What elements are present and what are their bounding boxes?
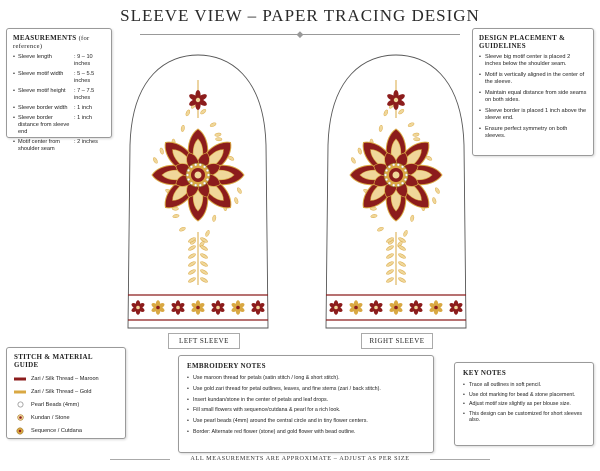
pearl-bead-icon [207, 174, 209, 176]
guideline-text: Sleeve border is placed 1 inch above the sleeve end. [485, 108, 587, 121]
guideline-text: Motif is vertically aligned in the center of the sleeve. [485, 72, 585, 85]
legend-item [14, 414, 118, 421]
pearl-bead-icon [388, 182, 390, 184]
measurement-item: • Motif center from shoulder seam : 2 inches [13, 139, 105, 153]
border-flower-center [354, 306, 358, 310]
pearl-bead-icon [187, 178, 189, 180]
note-item: • Fill small flowers with sequence/cutdana & pearl for a rich look. [187, 407, 341, 414]
pearl-bead-icon [194, 184, 196, 186]
note-text: Fill small flowers with sequence/cutdana & pearl for a rich look. [193, 407, 341, 414]
border-flower-center [434, 306, 438, 310]
note-item: • Use pearl beads (4mm) around the central circle and in tiny flower centers. [187, 418, 368, 425]
note-text: Insert kundan/stone in the center of petals and leaf drops. [193, 396, 329, 403]
key-note-text: Trace all outlines in soft pencil. [469, 382, 542, 388]
small-flower-center [394, 98, 398, 102]
measurement-label: Sleeve motif height [18, 88, 66, 94]
pearl-bead-icon [199, 164, 201, 166]
guideline-item: • Motif is vertically aligned in the center of the sleeve. [479, 72, 587, 86]
pearl-bead-icon [190, 166, 192, 168]
pearl-bead-icon [203, 166, 205, 168]
main-flower-motif [152, 129, 244, 221]
border-flower-center [236, 306, 240, 310]
measurement-item: • Sleeve border distance from sleeve end : 1 inch [13, 115, 105, 136]
title-ornament-icon: ◆ [296, 30, 304, 40]
main-flower-motif [350, 129, 442, 221]
measurements-heading-note: (for reference) [13, 35, 90, 50]
pearl-bead-icon [206, 169, 208, 171]
pearl-bead-icon [404, 178, 406, 180]
pearl-bead-icon [203, 182, 205, 184]
gold-thread-icon [14, 388, 26, 395]
note-text: Use pearl beads (4mm) around the central circle and in tiny flower centers. [193, 418, 368, 425]
stitch-material-guide [6, 347, 126, 439]
key-note-text: Adjust motif size slightly as per blouse size. [469, 401, 571, 408]
measurements-heading-text: MEASUREMENTS [13, 34, 77, 42]
pearl-bead-icon [405, 174, 407, 176]
border-flower-center [216, 306, 220, 310]
measurement-value: : 5 – 5.5 inches [74, 71, 95, 84]
note-item: • Insert kundan/stone in the center of petals and leaf drops. [187, 396, 329, 403]
kundan-stone-icon [393, 172, 400, 179]
note-text: Use gold zari thread for petal outlines, leaves, and fine stems (zari / back stitch). [193, 385, 381, 392]
note-item: • Use gold zari thread for petal outlines, leaves, and fine stems (zari / back stitch). [187, 385, 381, 392]
maroon-thread-icon [14, 375, 26, 382]
footer-note: ALL MEASUREMENTS ARE APPROXIMATE – ADJUST AS PER SIZE [190, 455, 410, 462]
key-note-text: This design can be customized for short sleeves also. [469, 410, 583, 424]
measurement-label: Sleeve length [18, 54, 52, 60]
key-notes-heading: KEY NOTES [463, 369, 507, 377]
border-flower-center [394, 306, 398, 310]
legend-label: Zari / Silk Thread – Maroon [31, 375, 99, 382]
border-flower-center [136, 306, 140, 310]
kundan-stone-icon [195, 172, 202, 179]
pearl-bead-icon [194, 164, 196, 166]
pearl-bead-icon [385, 169, 387, 171]
key-note-item: • Trace all outlines in soft pencil. [463, 382, 542, 388]
small-flower-center [196, 98, 200, 102]
legend-label: Sequence / Cutdana [31, 427, 83, 434]
pearl-bead-icon [384, 174, 386, 176]
pearl-bead-icon [190, 182, 192, 184]
pearl-bead-icon [397, 164, 399, 166]
measurement-value: : 7 – 7.5 inches [74, 88, 95, 101]
measurement-label: Sleeve border distance from sleeve end [18, 115, 70, 135]
key-note-item: • Use dot marking for bead & stone placement. [463, 391, 576, 398]
leaf-icon [413, 137, 420, 141]
right-sleeve-label: RIGHT SLEEVE [361, 333, 433, 349]
pearl-bead-icon [199, 184, 201, 186]
embroidery-notes-heading: EMBROIDERY NOTES [187, 362, 266, 370]
key-notes-panel [454, 362, 594, 446]
border-flower-center [334, 306, 338, 310]
leaf-icon [215, 137, 222, 141]
legend-label: Pearl Beads (4mm) [31, 401, 80, 408]
legend-label: Kundan / Stone [31, 414, 70, 421]
note-text: Border: Alternate red flower (stone) and gold flower with bead outline. [193, 428, 356, 435]
measurement-item: • Sleeve border width : 1 inch [13, 105, 105, 112]
left-sleeve-label: LEFT SLEEVE [168, 333, 240, 349]
key-note-item: • Adjust motif size slightly as per blouse size. [463, 401, 571, 408]
measurement-value: : 1 inch [74, 105, 93, 111]
measurement-label: Motif center from shoulder seam [18, 139, 60, 152]
sequence-icon [14, 427, 26, 434]
note-item: • Border: Alternate red flower (stone) and gold flower with bead outline. [187, 428, 356, 435]
pearl-bead-icon [401, 166, 403, 168]
legend-item [14, 375, 118, 382]
kundan-stone-icon [14, 414, 26, 421]
legend-label: Zari / Silk Thread – Gold [31, 388, 92, 395]
pearl-bead-icon [388, 166, 390, 168]
measurement-label: Sleeve border width [18, 105, 68, 111]
measurement-value: : 1 inch [74, 115, 93, 121]
pearl-bead-icon [392, 164, 394, 166]
border-flower-center [454, 306, 458, 310]
guideline-item: • Ensure perfect symmetry on both sleeves. [479, 126, 587, 140]
guideline-text: Ensure perfect symmetry on both sleeves. [485, 126, 568, 139]
border-flower-center [196, 306, 200, 310]
pearl-bead-icon [187, 169, 189, 171]
pearl-bead-icon [186, 174, 188, 176]
stitch-guide-heading: STITCH & MATERIAL GUIDE [14, 353, 93, 369]
measurement-item: • Sleeve motif width : 5 – 5.5 inches [13, 71, 105, 85]
legend-item [14, 427, 118, 434]
pearl-bead-icon [14, 401, 26, 408]
legend-item [14, 388, 118, 395]
border-flower-center [256, 306, 260, 310]
pearl-bead-icon [206, 178, 208, 180]
border-flower-center [374, 306, 378, 310]
note-text: Use maroon thread for petals (satin stitch / long & short stitch). [193, 375, 340, 381]
measurement-item: • Sleeve length : 9 – 10 inches [13, 54, 105, 68]
guideline-text: Maintain equal distance from side seams on both sides. [485, 90, 587, 103]
measurement-value: : 2 inches [74, 139, 98, 145]
legend-item [14, 401, 118, 408]
key-note-text: Use dot marking for bead & stone placement. [469, 391, 576, 398]
page-title: SLEEVE VIEW – PAPER TRACING DESIGN [120, 6, 480, 25]
border-flower-center [156, 306, 160, 310]
measurement-value: : 9 – 10 inches [74, 54, 93, 67]
embroidery-notes-panel [178, 355, 434, 453]
pearl-bead-icon [392, 184, 394, 186]
pearl-bead-icon [401, 182, 403, 184]
pearl-bead-icon [404, 169, 406, 171]
guidelines-heading: DESIGN PLACEMENT & GUIDELINES [479, 34, 566, 50]
pearl-bead-icon [385, 178, 387, 180]
border-flower-center [414, 306, 418, 310]
left-sleeve-drawing [128, 55, 268, 328]
guideline-text: Sleeve big motif center is placed 2 inches below the shoulder seam. [485, 54, 571, 67]
measurement-item: • Sleeve motif height : 7 – 7.5 inches [13, 88, 105, 102]
guideline-item: • Sleeve big motif center is placed 2 inches below the shoulder seam. [479, 54, 587, 68]
border-flower-center [176, 306, 180, 310]
guideline-item: • Sleeve border is placed 1 inch above the sleeve end. [479, 108, 587, 121]
pearl-bead-icon [397, 184, 399, 186]
note-item: • Use maroon thread for petals (satin stitch / long & short stitch). [187, 375, 340, 381]
key-note-item: • This design can be customized for short sleeves also. [463, 411, 585, 424]
measurement-label: Sleeve motif width [18, 71, 64, 77]
guideline-item: • Maintain equal distance from side seams on both sides. [479, 90, 587, 103]
right-sleeve-drawing [326, 55, 466, 328]
